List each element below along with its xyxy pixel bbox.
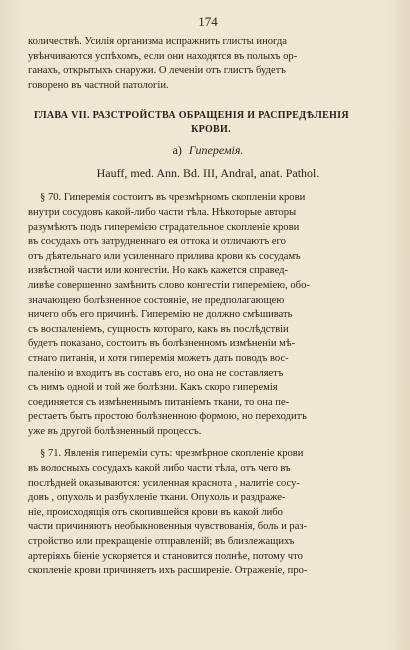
text-line: послѣдней оказываются: усиленная краснота , налитіе сосу- [28,477,300,489]
text-line: артеріяхъ біеніе ускоряется и становится полнѣе, потому что [28,550,303,562]
text-line: отъ дѣятельнаго или усиленнаго прилива крови къ сосудамъ [28,250,301,262]
section-70-paragraph [28,191,388,439]
text-line: ганахъ, открытыхъ снаружи. О леченіи отъ глистъ будетъ [28,65,286,77]
text-line: съ воспаленіемъ, сущность котораго, какъ въ послѣдствіи [28,323,289,335]
text-line: увѣнчиваются успѣхомъ, если они находятся въ полыхъ ор- [28,50,298,62]
text-line: съ нимъ одной и той же болѣзни. Какъ скоро гиперемія [28,382,278,394]
text-line: рестаетъ быть простою болѣзненною формою, но переходитъ [28,411,307,423]
references-line: Hauff, med. Ann. Bd. III, Andral, anat. Pathol. [96,166,320,181]
text-line: въ сосудахъ отъ затрудненнаго ея оттока и отличаютъ его [28,236,286,248]
chapter-heading [28,109,388,137]
chapter-heading-line: ГЛАВА VII. РАЗСТРОЙСТВА ОБРАЩЕНІЯ И РАСПРЕДѢЛЕНІЯ [34,110,349,122]
text-line: говорено въ частной патологіи. [28,79,169,91]
text-line: довъ , опухоль и разбухленіе ткани. Опухоль и раздраже- [28,492,286,504]
text-line: внутри сосудовъ какой-либо части тѣла. Нѣкоторые авторы [28,206,297,218]
text-line: стнаго питанія, и хотя гиперемія можетъ дать поводъ вос- [28,352,289,364]
subheading-marker: a) [172,143,182,158]
text-line: количествѣ. Усилія организма испражнить глисты иногда [28,36,287,47]
chapter-heading-line: КРОВИ. [191,124,231,136]
page-number: 174 [198,14,218,29]
text-line: стройство или прекращеніе отправленій; въ близлежащихъ [28,536,295,548]
text-line: извѣстной части или конгестіи. Но какъ кажется справед- [28,265,289,277]
text-line: будетъ показано, состоитъ въ болѣзненномъ измѣненіи мѣ- [28,338,296,350]
text-line: соединяется съ измѣненнымъ питаніемъ ткани, то она пе- [28,396,290,408]
text-line: значающею болѣзненное состояніе, не предполагающею [28,294,285,306]
text-line: ніе, происходящія отъ скопившейся крови въ какой либо [28,506,283,518]
subheading-term: Гиперемія. [188,143,244,158]
text-line: части причиняютъ необыкновенныя чувствованія, боль и раз- [28,521,308,533]
text-line: въ волосныхъ сосудахъ какой либо части тѣла, отъ чего въ [28,463,291,475]
text-line: ничего объ его причинѣ. Гиперемію не должно смѣшивать [28,309,293,321]
text-line: уже въ другой болѣзненный процессъ. [28,425,202,437]
text-line: паленію и входитъ въ составъ его, но она не составляетъ [28,367,284,379]
text-line: ливѣе совершенно замѣнить слово конгестіи гипереміею, обо- [28,279,310,291]
text-line: скопленіе крови причиняетъ ихъ расширеніе. Отраженіе, про- [28,565,308,577]
section-71-paragraph [28,447,388,578]
intro-paragraph [28,35,388,93]
section-subheading [28,143,388,158]
text-line: § 70. Гиперемія состоитъ въ чрезмѣрномъ скопленіи крови [40,192,306,204]
text-line: разумѣютъ подъ гиперемією страдательное скопленіе крови [28,221,300,233]
text-line: § 71. Явленія гипереміи суть: чрезмѣрное скопленіе крови [40,448,304,460]
